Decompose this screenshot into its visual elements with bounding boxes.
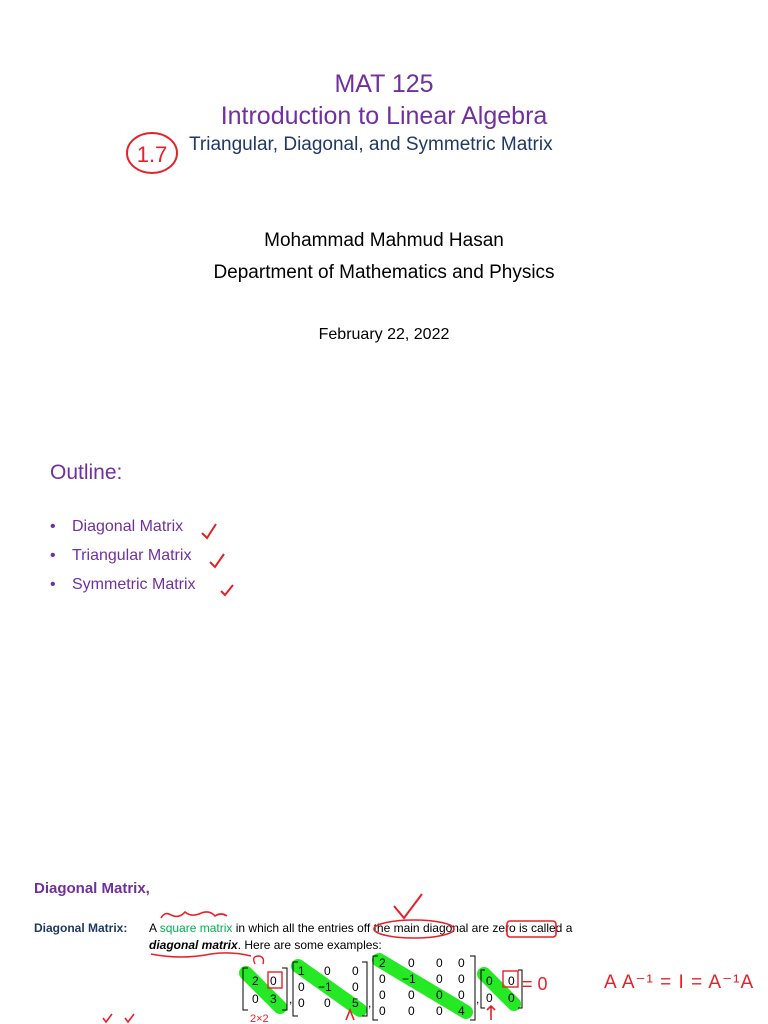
matrix-entry: 1	[298, 964, 305, 978]
matrix-entry: 0	[270, 974, 277, 988]
matrix-entry: 0	[436, 972, 443, 986]
matrix-entry: 0	[379, 972, 386, 986]
svg-text:,: ,	[368, 996, 372, 1010]
matrix-entry: −1	[402, 972, 416, 986]
matrix-entry: 0	[252, 992, 259, 1006]
matrix-entry: 0	[352, 964, 359, 978]
matrix-entry: 0	[436, 1004, 443, 1018]
zero-note: = 0	[522, 974, 548, 994]
matrix-entry: 0	[408, 1004, 415, 1018]
outline-item-label: Symmetric Matrix	[72, 576, 196, 593]
matrix-entry: 0	[408, 988, 415, 1002]
matrix-entry: 3	[270, 992, 277, 1006]
matrix-entry: 0	[458, 988, 465, 1002]
svg-text:,: ,	[289, 992, 293, 1006]
matrix-entry: 0	[352, 980, 359, 994]
matrix-entry: 0	[324, 996, 331, 1010]
matrix-entry: 0	[508, 974, 515, 988]
outline-item-label: Triangular Matrix	[72, 547, 192, 564]
underline-mark	[151, 953, 251, 957]
matrix-entry: −1	[318, 980, 332, 994]
square-matrix-term: square matrix	[159, 921, 233, 935]
matrix-entry: 0	[324, 964, 331, 978]
matrix-entry: 0	[436, 988, 443, 1002]
course-code: MAT 125	[334, 70, 434, 98]
bullet-icon: •	[50, 547, 56, 564]
checkmark-icon	[202, 524, 216, 538]
matrix-entry: 0	[379, 988, 386, 1002]
diagonal-matrix-term: diagonal matrix	[149, 938, 238, 952]
section-heading: Diagonal Matrix,	[34, 880, 150, 897]
matrix-entry: 0	[486, 991, 493, 1005]
matrix-entry: 0	[436, 956, 443, 970]
checkmark-icon	[210, 554, 224, 567]
definition-text: A square matrix in which all the entries off the main diagonal are zero is called a	[149, 921, 573, 935]
brace-mark-icon	[161, 912, 227, 918]
matrix-entry: 0	[379, 1004, 386, 1018]
matrix-entry: 0	[298, 980, 305, 994]
bullet-icon: •	[50, 576, 56, 593]
matrix-entry: 5	[352, 996, 359, 1010]
lecture-date: February 22, 2022	[318, 326, 450, 343]
department: Department of Mathematics and Physics	[213, 262, 555, 283]
outline-item-label: Diagonal Matrix	[72, 518, 184, 535]
circle-mark	[374, 920, 454, 938]
checkmark-icon	[221, 585, 233, 595]
checkmark-icon	[103, 1014, 112, 1022]
matrix-entry: 0	[486, 974, 493, 988]
section-number-circle	[127, 133, 177, 173]
checkmark-icon	[394, 894, 422, 918]
definition-text-continued: diagonal matrix. Here are some examples:	[149, 938, 382, 952]
matrix-entry: 4	[458, 1004, 465, 1018]
author-name: Mohammad Mahmud Hasan	[264, 230, 504, 251]
size-note: 2×2	[250, 1013, 269, 1024]
matrix-entry: 0	[408, 956, 415, 970]
matrix-entry: 2	[379, 956, 386, 970]
bullet-icon: •	[50, 518, 56, 535]
box-mark	[507, 921, 556, 937]
matrix-entry: 0	[458, 956, 465, 970]
checkmark-icon	[125, 1014, 134, 1022]
outline-heading: Outline:	[50, 461, 123, 484]
section-number: 1.7	[136, 142, 168, 167]
svg-text:,: ,	[476, 992, 480, 1006]
matrix-entry: 0	[508, 991, 515, 1005]
matrix-entry: 0	[298, 996, 305, 1010]
lecture-subtitle: Triangular, Diagonal, and Symmetric Matrix	[189, 134, 553, 155]
definition-label: Diagonal Matrix:	[34, 921, 128, 935]
matrix-entry: 0	[458, 972, 465, 986]
course-title: Introduction to Linear Algebra	[220, 102, 548, 130]
matrix-entry: 2	[252, 974, 259, 988]
inverse-identity-note: A A⁻¹ = I = A⁻¹A	[604, 972, 755, 993]
